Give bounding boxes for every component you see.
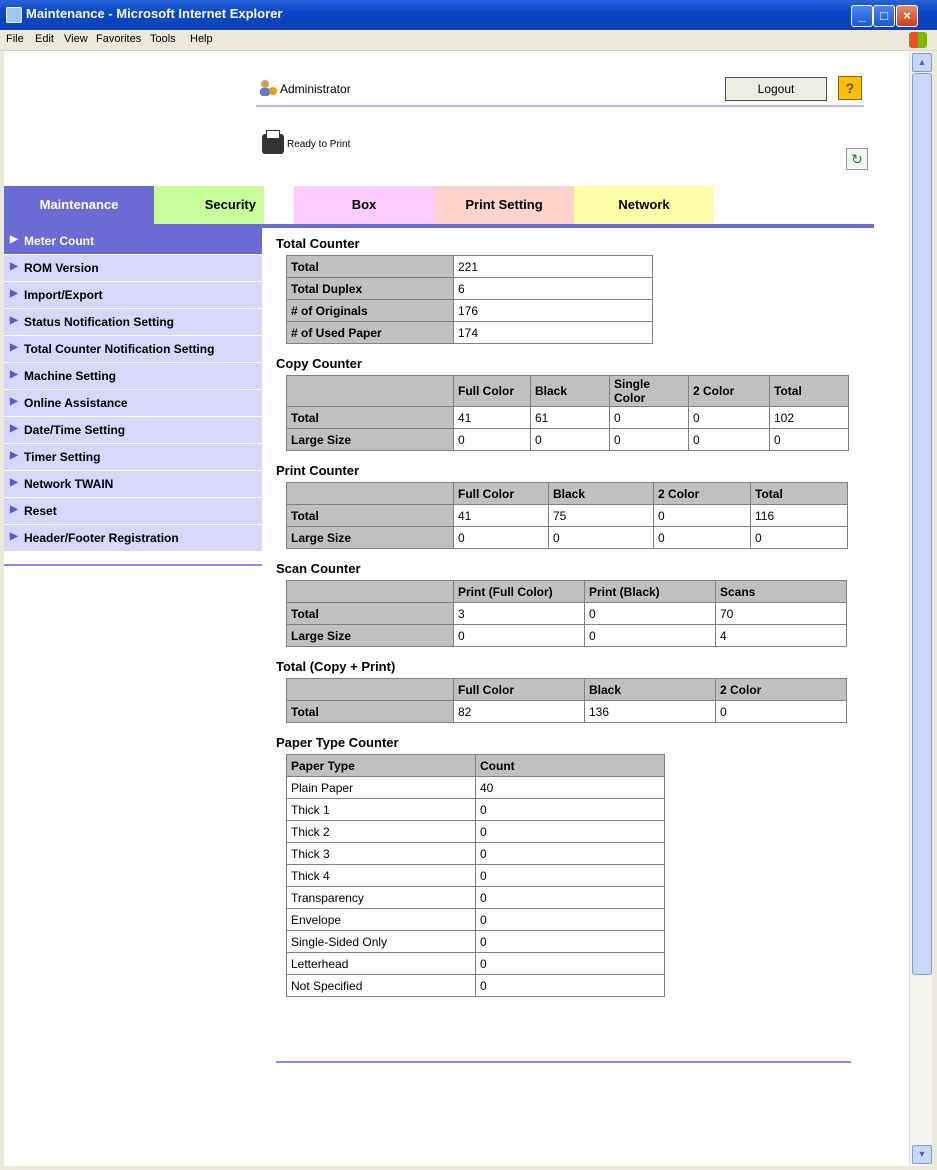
table-row xyxy=(287,278,653,300)
cell-value: 0 xyxy=(610,407,689,429)
admin-header xyxy=(256,75,864,107)
column-header xyxy=(287,376,454,407)
table-header-row xyxy=(287,679,847,701)
copy-counter-title: Copy Counter xyxy=(276,356,362,371)
column-header: 2 Color xyxy=(654,483,751,505)
cell-value: 0 xyxy=(476,843,665,865)
sidebar-item-status-notification-setting[interactable] xyxy=(4,309,262,336)
table-row xyxy=(287,625,847,647)
column-header: Full Color xyxy=(454,376,531,407)
cell-value: 0 xyxy=(585,625,716,647)
logout-button[interactable]: Logout xyxy=(725,77,827,101)
cell-value: 0 xyxy=(689,429,770,451)
table-row xyxy=(287,505,848,527)
cell-value: 82 xyxy=(454,701,585,723)
cell-value: 0 xyxy=(454,429,531,451)
column-header: Total xyxy=(770,376,849,407)
sidebar-item-reset[interactable] xyxy=(4,498,262,525)
column-header: Paper Type xyxy=(287,755,476,777)
sidebar-item-label: Total Counter Notification Setting xyxy=(24,342,215,356)
cell-value: 0 xyxy=(689,407,770,429)
total-counter-table xyxy=(286,255,653,344)
cell-value: 70 xyxy=(716,603,847,625)
sidebar-item-label: Import/Export xyxy=(24,288,103,302)
cell-value: 0 xyxy=(549,527,654,549)
page-viewport xyxy=(4,51,909,1166)
cell-value: 0 xyxy=(654,527,751,549)
sidebar-item-rom-version[interactable] xyxy=(4,255,262,282)
cell-value: 40 xyxy=(476,777,665,799)
menu-file[interactable]: File xyxy=(6,33,24,45)
row-label: Large Size xyxy=(287,429,454,451)
cell-value: Thick 1 xyxy=(287,799,476,821)
windows-logo-icon xyxy=(909,32,927,48)
cell-value: 0 xyxy=(454,625,585,647)
arrow-icon: ▶ xyxy=(10,315,18,326)
cell-value: 221 xyxy=(454,256,653,278)
cell-value: 0 xyxy=(476,931,665,953)
row-label: Total xyxy=(287,256,454,278)
cell-value: 0 xyxy=(531,429,610,451)
table-row xyxy=(287,322,653,344)
total-copy-print-table xyxy=(286,678,847,723)
tab-maintenance[interactable]: Maintenance xyxy=(4,186,154,224)
user-label: Administrator xyxy=(280,82,351,96)
cell-value: 0 xyxy=(476,821,665,843)
cell-value: 75 xyxy=(549,505,654,527)
row-label: Total xyxy=(287,407,454,429)
copy-counter-table xyxy=(286,375,849,451)
printer-status: Ready to Print xyxy=(287,139,351,150)
cell-value: 41 xyxy=(454,505,549,527)
cell-value: 0 xyxy=(476,975,665,997)
table-header-row xyxy=(287,376,849,407)
row-label: Large Size xyxy=(287,527,454,549)
sidebar-item-label: Machine Setting xyxy=(24,369,117,383)
tab-print-setting[interactable]: Print Setting xyxy=(434,186,574,224)
tab-network[interactable]: Network xyxy=(574,186,714,224)
cell-value: Thick 4 xyxy=(287,865,476,887)
table-row xyxy=(287,300,653,322)
table-row xyxy=(287,777,665,799)
cell-value: 3 xyxy=(454,603,585,625)
column-header xyxy=(287,581,454,603)
cell-value: Not Specified xyxy=(287,975,476,997)
row-label: # of Used Paper xyxy=(287,322,454,344)
row-label: Total Duplex xyxy=(287,278,454,300)
sidebar-item-label: Timer Setting xyxy=(24,450,101,464)
scan-counter-table xyxy=(286,580,847,647)
column-header xyxy=(287,679,454,701)
table-row xyxy=(287,527,848,549)
refresh-icon[interactable]: ↻ xyxy=(846,148,868,170)
sidebar-item-label: Status Notification Setting xyxy=(24,315,174,329)
tab-box[interactable]: Box xyxy=(294,186,434,224)
menu-edit[interactable]: Edit xyxy=(35,33,54,45)
column-header: Print (Full Color) xyxy=(454,581,585,603)
cell-value: 0 xyxy=(476,909,665,931)
menu-help[interactable]: Help xyxy=(190,33,213,45)
print-counter-title: Print Counter xyxy=(276,463,360,478)
arrow-icon: ▶ xyxy=(10,477,18,488)
tab-bar xyxy=(4,186,874,224)
cell-value: 136 xyxy=(585,701,716,723)
sidebar-item-label: Network TWAIN xyxy=(24,477,114,491)
table-row xyxy=(287,603,847,625)
cell-value: Thick 3 xyxy=(287,843,476,865)
arrow-icon: ▶ xyxy=(10,504,18,515)
scroll-thumb[interactable] xyxy=(912,73,932,975)
column-header: Single Color xyxy=(610,376,689,407)
sidebar-item-online-assistance[interactable] xyxy=(4,390,262,417)
sidebar-item-timer-setting[interactable] xyxy=(4,444,262,471)
arrow-icon: ▶ xyxy=(10,288,18,299)
paper-type-counter-table xyxy=(286,754,665,997)
printer-icon xyxy=(262,134,284,154)
column-header: Black xyxy=(531,376,610,407)
column-header: Black xyxy=(585,679,716,701)
table-row xyxy=(287,931,665,953)
sidebar-item-header-footer-registration[interactable] xyxy=(4,525,262,552)
main-content xyxy=(276,232,856,997)
cell-value: 0 xyxy=(454,527,549,549)
table-row xyxy=(287,256,653,278)
column-header: Black xyxy=(549,483,654,505)
bottom-divider xyxy=(276,1061,851,1063)
arrow-icon: ▶ xyxy=(10,342,18,353)
sidebar-item-meter-count[interactable] xyxy=(4,228,262,255)
cell-value: Transparency xyxy=(287,887,476,909)
table-row xyxy=(287,701,847,723)
cell-value: 41 xyxy=(454,407,531,429)
arrow-icon: ▶ xyxy=(10,423,18,434)
sidebar-divider xyxy=(4,564,262,566)
cell-value: 0 xyxy=(751,527,848,549)
column-header: Print (Black) xyxy=(585,581,716,603)
sidebar-item-label: Online Assistance xyxy=(24,396,128,410)
cell-value: 0 xyxy=(476,865,665,887)
sidebar-item-label: Reset xyxy=(24,504,57,518)
row-label: Total xyxy=(287,505,454,527)
cell-value: 0 xyxy=(585,603,716,625)
sidebar-item-import-export[interactable] xyxy=(4,282,262,309)
cell-value: 0 xyxy=(476,887,665,909)
window-title: Maintenance - Microsoft Internet Explorer xyxy=(26,6,283,21)
table-row xyxy=(287,799,665,821)
total-counter-title: Total Counter xyxy=(276,236,360,251)
scroll-up-icon[interactable]: ▲ xyxy=(912,53,932,72)
cell-value: 0 xyxy=(654,505,751,527)
cell-value: 4 xyxy=(716,625,847,647)
column-header: 2 Color xyxy=(689,376,770,407)
table-row xyxy=(287,953,665,975)
table-row xyxy=(287,975,665,997)
vertical-scrollbar[interactable] xyxy=(909,51,932,1166)
sidebar-item-label: ROM Version xyxy=(24,261,99,275)
table-row xyxy=(287,909,665,931)
menu-view[interactable]: View xyxy=(64,33,88,45)
column-header: Scans xyxy=(716,581,847,603)
sidebar-item-label: Date/Time Setting xyxy=(24,423,126,437)
minimize-button[interactable]: _ xyxy=(851,5,873,27)
column-header: 2 Color xyxy=(716,679,847,701)
ie-icon xyxy=(6,7,22,23)
cell-value: Thick 2 xyxy=(287,821,476,843)
row-label: Total xyxy=(287,701,454,723)
table-header-row xyxy=(287,581,847,603)
cell-value: 0 xyxy=(716,701,847,723)
cell-value: 0 xyxy=(476,799,665,821)
sidebar-item-label: Header/Footer Registration xyxy=(24,531,179,545)
column-header: Total xyxy=(751,483,848,505)
menu-bar xyxy=(0,30,937,51)
scroll-down-icon[interactable]: ▼ xyxy=(912,1145,932,1164)
total-copy-print-title: Total (Copy + Print) xyxy=(276,659,396,674)
column-header: Full Color xyxy=(454,679,585,701)
cell-value: 174 xyxy=(454,322,653,344)
maximize-button[interactable]: □ xyxy=(873,5,895,27)
column-header: Count xyxy=(476,755,665,777)
menu-tools[interactable]: Tools xyxy=(150,33,176,45)
cell-value: Plain Paper xyxy=(287,777,476,799)
cell-value: 116 xyxy=(751,505,848,527)
sidebar xyxy=(4,228,262,566)
row-label: Total xyxy=(287,603,454,625)
table-row xyxy=(287,887,665,909)
row-label: Large Size xyxy=(287,625,454,647)
scan-counter-title: Scan Counter xyxy=(276,561,361,576)
table-row xyxy=(287,407,849,429)
sidebar-item-machine-setting[interactable] xyxy=(4,363,262,390)
cell-value: 176 xyxy=(454,300,653,322)
paper-type-counter-title: Paper Type Counter xyxy=(276,735,399,750)
cell-value: Letterhead xyxy=(287,953,476,975)
cell-value: 102 xyxy=(770,407,849,429)
print-counter-table xyxy=(286,482,848,549)
row-label: # of Originals xyxy=(287,300,454,322)
table-row xyxy=(287,429,849,451)
table-header-row xyxy=(287,483,848,505)
arrow-icon: ▶ xyxy=(10,369,18,380)
column-header xyxy=(287,483,454,505)
sidebar-item-network-twain[interactable] xyxy=(4,471,262,498)
table-row xyxy=(287,865,665,887)
table-header-row xyxy=(287,755,665,777)
table-row xyxy=(287,821,665,843)
tab-security[interactable]: Security xyxy=(154,186,264,224)
cell-value: 6 xyxy=(454,278,653,300)
arrow-icon: ▶ xyxy=(10,450,18,461)
cell-value: Single-Sided Only xyxy=(287,931,476,953)
arrow-icon: ▶ xyxy=(10,261,18,272)
arrow-icon: ▶ xyxy=(10,531,18,542)
cell-value: Envelope xyxy=(287,909,476,931)
cell-value: 61 xyxy=(531,407,610,429)
sidebar-item-total-counter-notification-setting[interactable] xyxy=(4,336,262,363)
cell-value: 0 xyxy=(770,429,849,451)
arrow-icon: ▶ xyxy=(10,396,18,407)
window-title-bar xyxy=(0,0,937,30)
sidebar-item-label: Meter Count xyxy=(24,234,94,248)
help-icon[interactable]: ? xyxy=(838,76,862,100)
close-button[interactable]: × xyxy=(896,5,918,27)
administrator-icon xyxy=(258,79,278,97)
arrow-icon: ▶ xyxy=(10,234,18,245)
column-header: Full Color xyxy=(454,483,549,505)
cell-value: 0 xyxy=(610,429,689,451)
cell-value: 0 xyxy=(476,953,665,975)
table-row xyxy=(287,843,665,865)
menu-favorites[interactable]: Favorites xyxy=(96,33,142,45)
sidebar-item-date-time-setting[interactable] xyxy=(4,417,262,444)
